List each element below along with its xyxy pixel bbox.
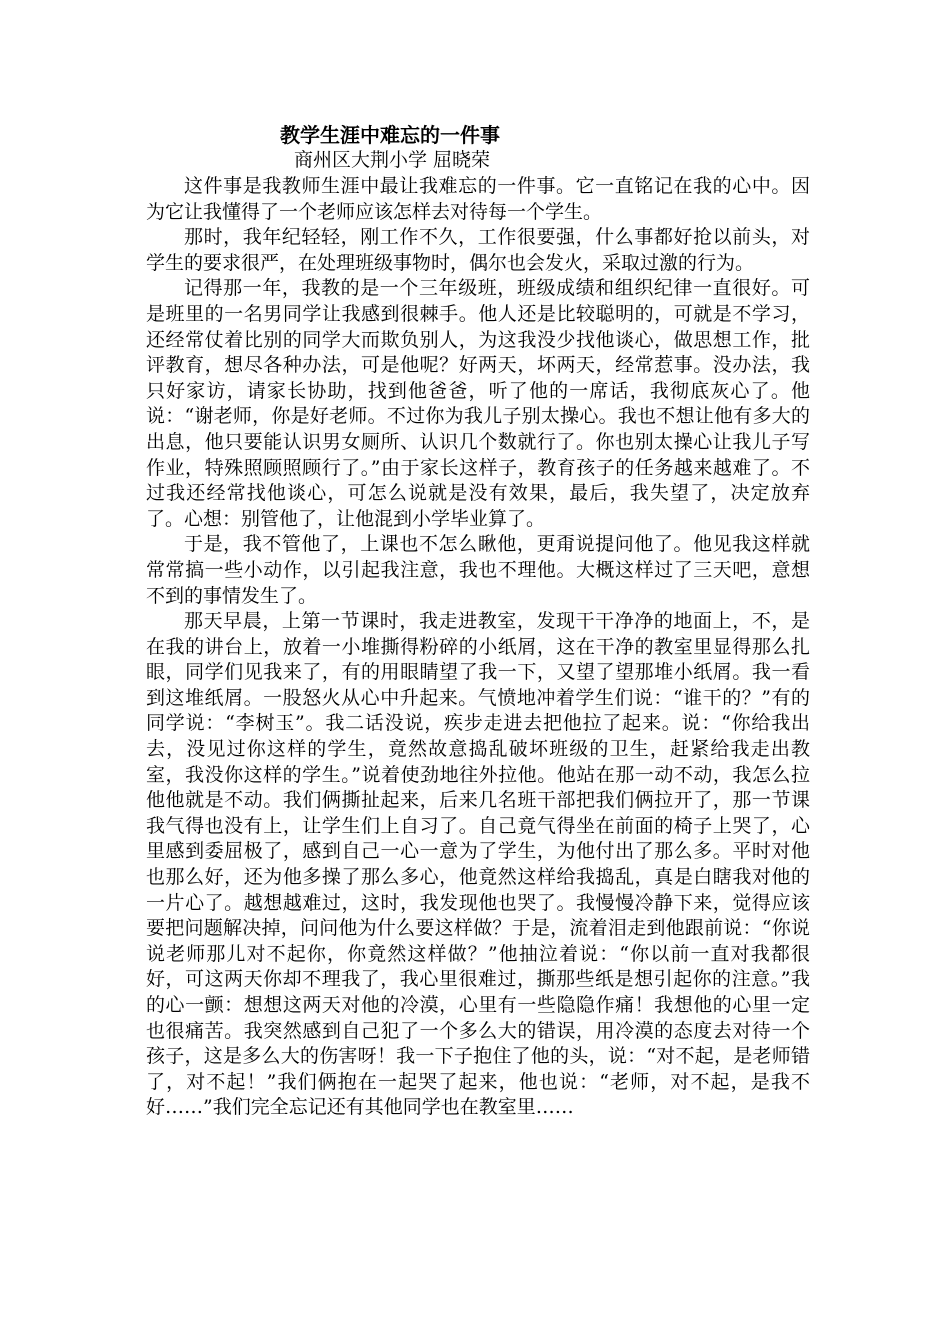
paragraph-4: 于是，我不管他了，上课也不怎么瞅他，更甭说提问他了。他见我这样就常常搞一些小动作，以引起我注意，我也不理他。大概这样过了三天吧，意想不到的事情发生了。 — [146, 533, 810, 607]
paragraph-2: 那时，我年纪轻轻，刚工作不久，工作很要强，什么事都好抢以前头，对学生的要求很严，在处理班级事物时，偶尔也会发火，采取过激的行为。 — [146, 226, 810, 274]
document-body — [146, 120, 810, 1121]
paragraph-1: 这件事是我教师生涯中最让我难忘的一件事。它一直铭记在我的心中。因为它让我懂得了一个老师应该怎样去对待每一个学生。 — [146, 175, 810, 223]
author-line: 商州区大荆小学 屈晓荣 — [294, 149, 491, 171]
paragraph-3: 记得那一年，我教的是一个三年级班，班级成绩和组织纪律一直很好。可是班里的一名男同学让我感到很棘手。他人还是比较聪明的，可就是不学习，还经常仗着比别的同学大而欺负别人，为这我没少找他谈心，做思想工作，批评教育，想尽各种办法，可是他呢？好两天，坏两天，经常惹事。没办法，我只好家访，请家长协助，找到他爸爸，听了他的一席话，我彻底灰心了。他说：“谢老师，你是好老师。不过你为我儿子别太操心。我也不想让他有多大的出息，他只要能认识男女厕所、认识几个数就行了。你也别太操心让我儿子写作业，特殊照顾照顾行了。”由于家长这样子，教育孩子的任务越来越难了。不过我还经常找他谈心，可怎么说就是没有效果，最后，我失望了，决定放弃了。心想：别管他了，让他混到小学毕业算了。 — [146, 277, 810, 530]
document-title: 教学生涯中难忘的一件事 — [280, 123, 500, 147]
paragraph-5: 那天早晨，上第一节课时，我走进教室，发现干干净净的地面上，不，是在我的讲台上，放着一小堆撕得粉碎的小纸屑，这在干净的教室里显得那么扎眼，同学们见我来了，有的用眼睛望了我一下，又望了望那堆小纸屑。我一看到这堆纸屑。一股怒火从心中升起来。气愤地冲着学生们说：“谁干的？”有的同学说：“李树玉”。我二话没说，疾步走进去把他拉了起来。说：“你给我出去，没见过你这样的学生，竟然故意捣乱破坏班级的卫生，赶紧给我走出教室，我没你这样的学生。”说着使劲地往外拉他。他站在那一动不动，我怎么拉他他就是不动。我们俩撕扯起来，后来几名班干部把我们俩拉开了，那一节课我气得也没有上，让学生们上自习了。自己竟气得坐在前面的椅子上哭了，心里感到委屈极了，感到自己一心一意为了学生，为他付出了那么多。平时对他也那么好，还为他多操了那么多心，他竟然这样给我捣乱，真是白瞎我对他的一片心了。越想越难过，这时，我发现他也哭了。我慢慢冷静下来，觉得应该要把问题解决掉，问问他为什么要这样做？于是，流着泪走到他跟前说：“你说说老师那儿对不起你，你竟然这样做？”他抽泣着说：“你以前一直对我都很好，可这两天你却不理我了，我心里很难过，撕那些纸是想引起你的注意。”我的心一颤：想想这两天对他的冷漠，心里有一些隐隐作痛！我想他的心里一定也很痛苦。我突然感到自己犯了一个多么大的错误，用冷漠的态度去对待一个孩子，这是多么大的伤害呀！我一下子抱住了他的头，说：“对不起，是老师错了，对不起！”我们俩抱在一起哭了起来，他也说：“老师，对不起，是我不好……”我们完全忘记还有其他同学也在教室里…… — [146, 610, 810, 1119]
